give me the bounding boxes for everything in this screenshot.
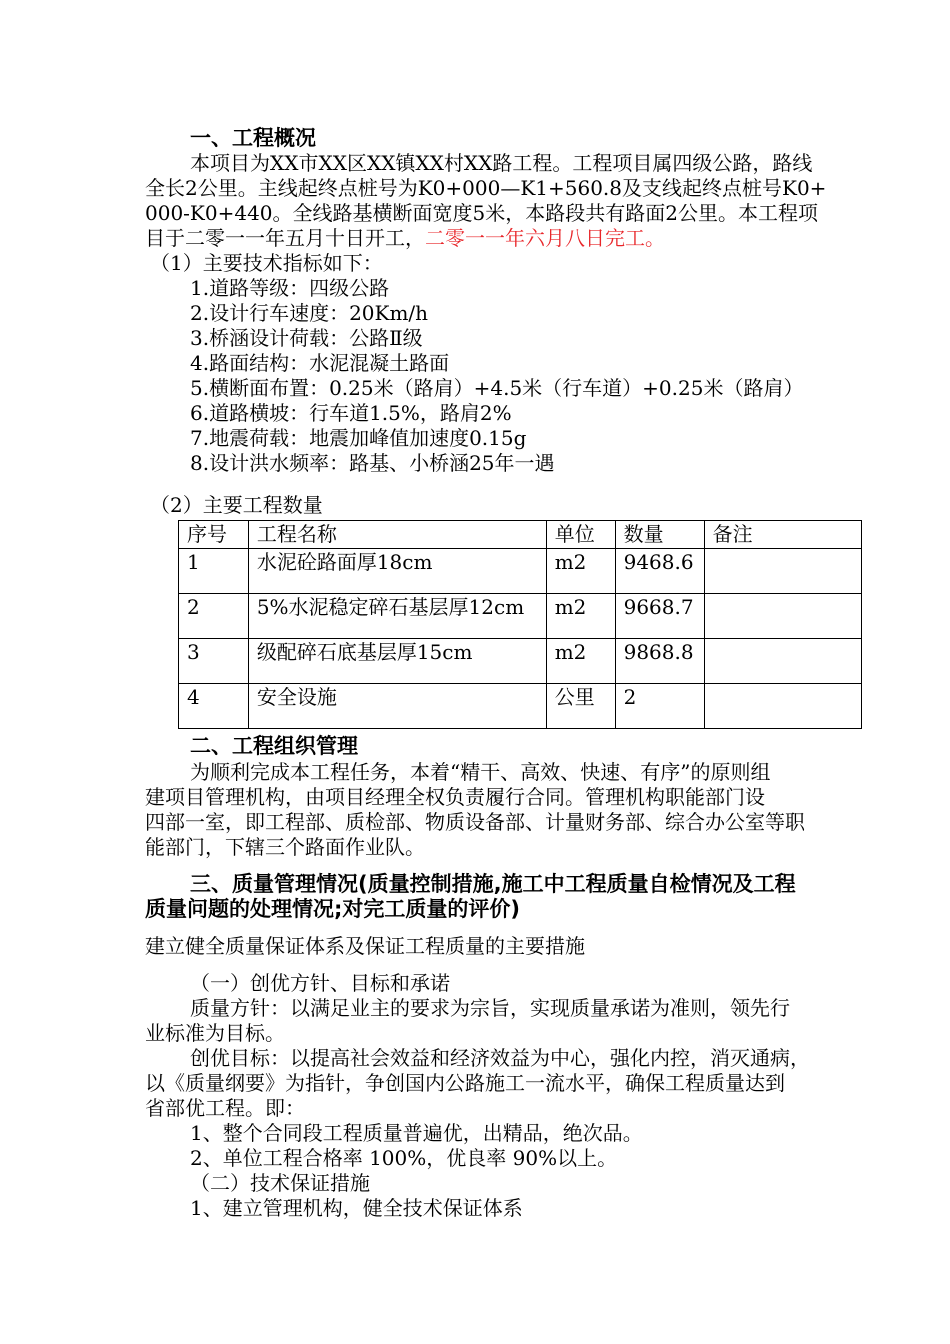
table-header-cell: 工程名称 (248, 521, 546, 549)
section2-para-line: 四部一室，即工程部、质检部、物质设备部、计量财务部、综合办公室等职 (145, 810, 805, 834)
table-cell (704, 639, 861, 684)
tech-item: 5.横断面布置：0.25米（路肩）+4.5米（行车道）+0.25米（路肩） (190, 376, 804, 400)
table-header-row (179, 521, 862, 549)
section2-para-line: 能部门，下辖三个路面作业队。 (145, 835, 425, 859)
section1-para-text: 目于二零一一年五月十日开工， (145, 226, 425, 250)
table-cell: 9868.8 (615, 639, 704, 684)
table-cell: m2 (546, 549, 615, 594)
section2-para-line: 为顺利完成本工程任务，本着“精干、高效、快速、有序”的原则组 (190, 760, 771, 784)
tech-item: 3.桥涵设计荷载：公路Ⅱ级 (190, 326, 423, 350)
tech-measure-line: 1、建立管理机构，健全技术保证体系 (190, 1196, 523, 1220)
section2-para-line: 建项目管理机构，由项目经理全权负责履行合同。管理机构职能部门设 (145, 785, 765, 809)
section1-heading: 一、工程概况 (190, 126, 316, 150)
quality-goal-line: 创优目标：以提高社会效益和经济效益为中心，强化内控，消灭通病， (190, 1046, 810, 1070)
section1-para-line-last (145, 226, 665, 250)
quantity-table (178, 520, 862, 729)
goal-point: 2、单位工程合格率 100%，优良率 90%以上。 (190, 1146, 618, 1170)
quantity-title: （2）主要工程数量 (150, 493, 323, 517)
tech-item: 7.地震荷载：地震加峰值加速度0.15g (190, 426, 527, 450)
sub-heading-2: （二）技术保证措施 (190, 1171, 370, 1195)
table-cell: m2 (546, 594, 615, 639)
table-header-cell: 数量 (615, 521, 704, 549)
table-cell: 安全设施 (248, 684, 546, 729)
quality-goal-line: 以《质量纲要》为指针，争创国内公路施工一流水平，确保工程质量达到 (145, 1071, 785, 1095)
table-cell (704, 684, 861, 729)
quality-goal-line: 省部优工程。即： (145, 1096, 305, 1120)
section3-subtitle: 建立健全质量保证体系及保证工程质量的主要措施 (145, 934, 585, 958)
table-cell: 1 (179, 549, 249, 594)
table-cell: 3 (179, 639, 249, 684)
table-cell: 水泥砼路面厚18cm (248, 549, 546, 594)
section3-heading-cont: 质量问题的处理情况;对完工质量的评价) (145, 897, 520, 921)
section1-para-line: 000-K0+440。全线路基横断面宽度5米，本路段共有路面2公里。本工程项 (145, 201, 818, 225)
table-header-cell: 备注 (704, 521, 861, 549)
quality-policy-line: 质量方针：以满足业主的要求为宗旨，实现质量承诺为准则，领先行 (190, 996, 790, 1020)
table-cell (704, 594, 861, 639)
table-row (179, 684, 862, 729)
tech-item: 1.道路等级：四级公路 (190, 276, 390, 300)
table-cell: 4 (179, 684, 249, 729)
section3-heading: 三、质量管理情况(质量控制措施,施工中工程质量自检情况及工程 (190, 872, 796, 896)
section1-para-line: 本项目为XX市XX区XX镇XX村XX路工程。工程项目属四级公路，路线 (190, 151, 813, 175)
table-cell: m2 (546, 639, 615, 684)
table-cell: 2 (615, 684, 704, 729)
completion-date-highlight: 二零一一年六月八日完工。 (425, 226, 665, 250)
goal-point: 1、整个合同段工程质量普遍优，出精品，绝次品。 (190, 1121, 643, 1145)
sub-heading-1: （一）创优方针、目标和承诺 (190, 971, 450, 995)
section1-para-line: 全长2公里。主线起终点桩号为K0+000—K1+560.8及支线起终点桩号K0+ (145, 176, 827, 200)
table-header-cell: 序号 (179, 521, 249, 549)
table-cell: 9668.7 (615, 594, 704, 639)
tech-indicators-title: （1）主要技术指标如下： (150, 251, 383, 275)
table-header-cell: 单位 (546, 521, 615, 549)
tech-item: 4.路面结构：水泥混凝土路面 (190, 351, 450, 375)
tech-item: 6.道路横坡：行车道1.5%，路肩2% (190, 401, 512, 425)
table-row (179, 549, 862, 594)
table-cell: 公里 (546, 684, 615, 729)
quality-policy-line: 业标准为目标。 (145, 1021, 285, 1045)
tech-item: 2.设计行车速度：20Km/h (190, 301, 429, 325)
section2-heading: 二、工程组织管理 (190, 734, 358, 758)
tech-item: 8.设计洪水频率：路基、小桥涵25年一遇 (190, 451, 555, 475)
table-cell (704, 549, 861, 594)
table-row (179, 639, 862, 684)
table-cell: 9468.6 (615, 549, 704, 594)
table-cell: 5%水泥稳定碎石基层厚12cm (248, 594, 546, 639)
table-cell: 级配碎石底基层厚15cm (248, 639, 546, 684)
table-row (179, 594, 862, 639)
table-cell: 2 (179, 594, 249, 639)
